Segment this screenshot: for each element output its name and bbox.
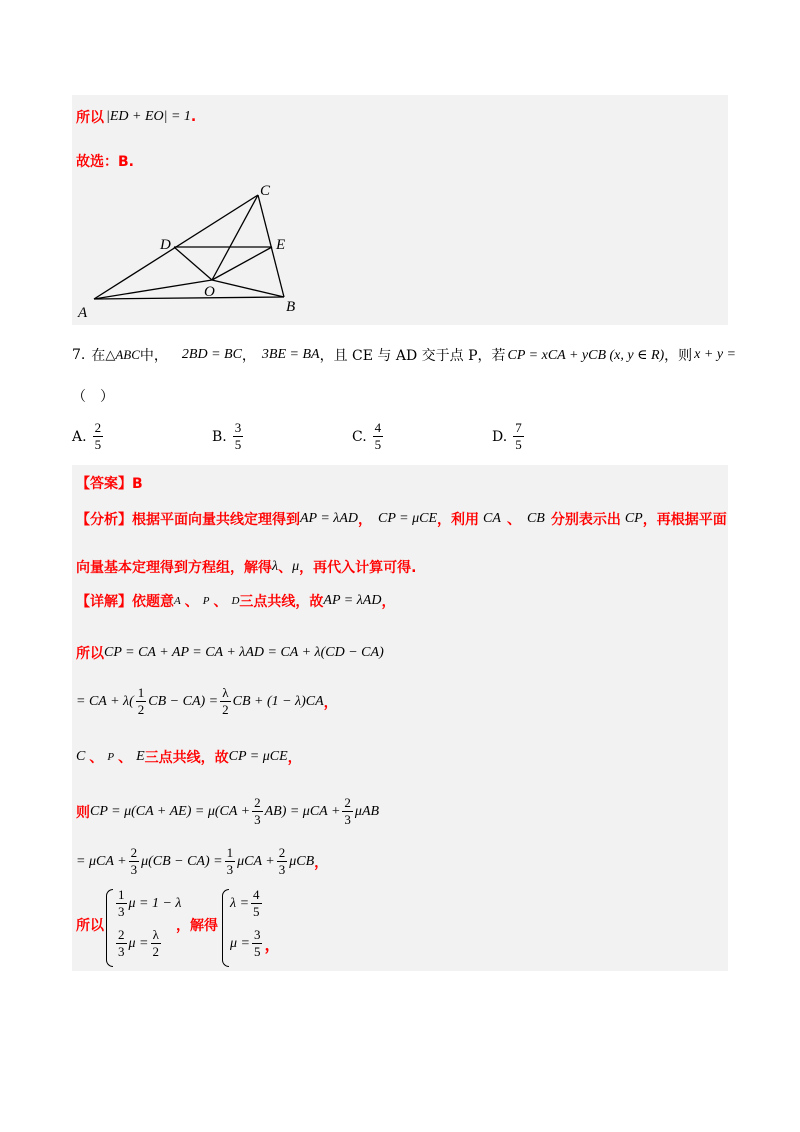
eq-line-2: = CA + λ( $\frac{1}{2}$ CB − CA) = $\frac{\lambda}{2}$ CB + (1 − λ)CA ， xyxy=(76,685,338,717)
label-E: E xyxy=(276,237,286,253)
solution-brace xyxy=(222,889,229,967)
option-c[interactable]: C. $\frac{4}{5}$ xyxy=(352,420,382,452)
collinear-line-2: C 、 P 、 E 三点共线，故 CP = μCE ， xyxy=(76,749,302,766)
label-O: O xyxy=(204,284,215,300)
label-D: D xyxy=(160,237,171,253)
conclusion-line: 所以 |ED + EO| = 1 . xyxy=(76,109,197,126)
label-C: C xyxy=(260,183,271,199)
detail-line-1: 【详解】依题意 A 、 P 、 D 三点共线，故 AP = λAD ， xyxy=(76,593,396,610)
triangle-figure xyxy=(76,183,316,323)
solution-row-2: μ = $\frac{3}{5}$ ， xyxy=(230,927,281,959)
label-A: A xyxy=(78,305,88,321)
eq-line-4: = μCA + $\frac{2}{3}$ μ(CB − CA) = $\frac{1}{3}$ μCA + $\frac{2}{3}$ μCB ， xyxy=(76,845,329,877)
eq-line-3: 则 CP = μ(CA + AE) = μ(CA + $\frac{2}{3}$ AB) = μCA + $\frac{2}{3}$ μAB xyxy=(76,795,380,827)
option-a[interactable]: A. $\frac{2}{5}$ xyxy=(72,420,102,452)
question-7: 7. 在 △ABC 中， 2BD = BC ， 3BE = BA ，且 CE 与 AD 交于点 P，若 CP = xCA + yCB (x, y ∈ R) ，则 x + y = xyxy=(72,347,736,364)
system-row-2: $\frac{2}{3}$ μ = $\frac{\lambda}{2}$ xyxy=(118,927,159,959)
option-b[interactable]: B. $\frac{3}{5}$ xyxy=(212,420,242,452)
system-row-1: $\frac{1}{3}$ μ = 1 − λ xyxy=(118,887,182,919)
equation-system: 所以 $\frac{1}{3}$ μ = 1 − λ $\frac{2}{3}$ μ = $\frac{\lambda}{2}$ ，解得 λ = $\frac{4}{5}$ μ = $\frac{3}{5}$ ， xyxy=(76,885,476,967)
analysis-line-1: 【分析】根据平面向量共线定理得到 AP = λAD ， CP = μCE ，利用 CA 、 CB 分别表示出 CP ，再根据平面 xyxy=(76,511,727,528)
solution-row-1: λ = $\frac{4}{5}$ xyxy=(230,887,260,919)
analysis-line-2: 向量基本定理得到方程组，解得 λ 、 μ ，再代入计算可得. xyxy=(76,559,417,576)
label-B: B xyxy=(286,299,296,315)
conclusion-math: |ED + EO| = 1 xyxy=(106,109,191,124)
choice-line: 故选：B. xyxy=(76,154,134,170)
answer-label: 【答案】B xyxy=(76,476,143,492)
system-brace xyxy=(106,889,113,967)
eq-line-1: 所以 CP = CA + AP = CA + λAD = CA + λ(CD − CA) xyxy=(76,645,384,662)
solution-block-prev xyxy=(72,95,728,325)
solution-block-7 xyxy=(72,465,728,971)
option-d[interactable]: D. $\frac{7}{5}$ xyxy=(492,420,522,452)
question-paren: （ ） xyxy=(72,389,114,405)
